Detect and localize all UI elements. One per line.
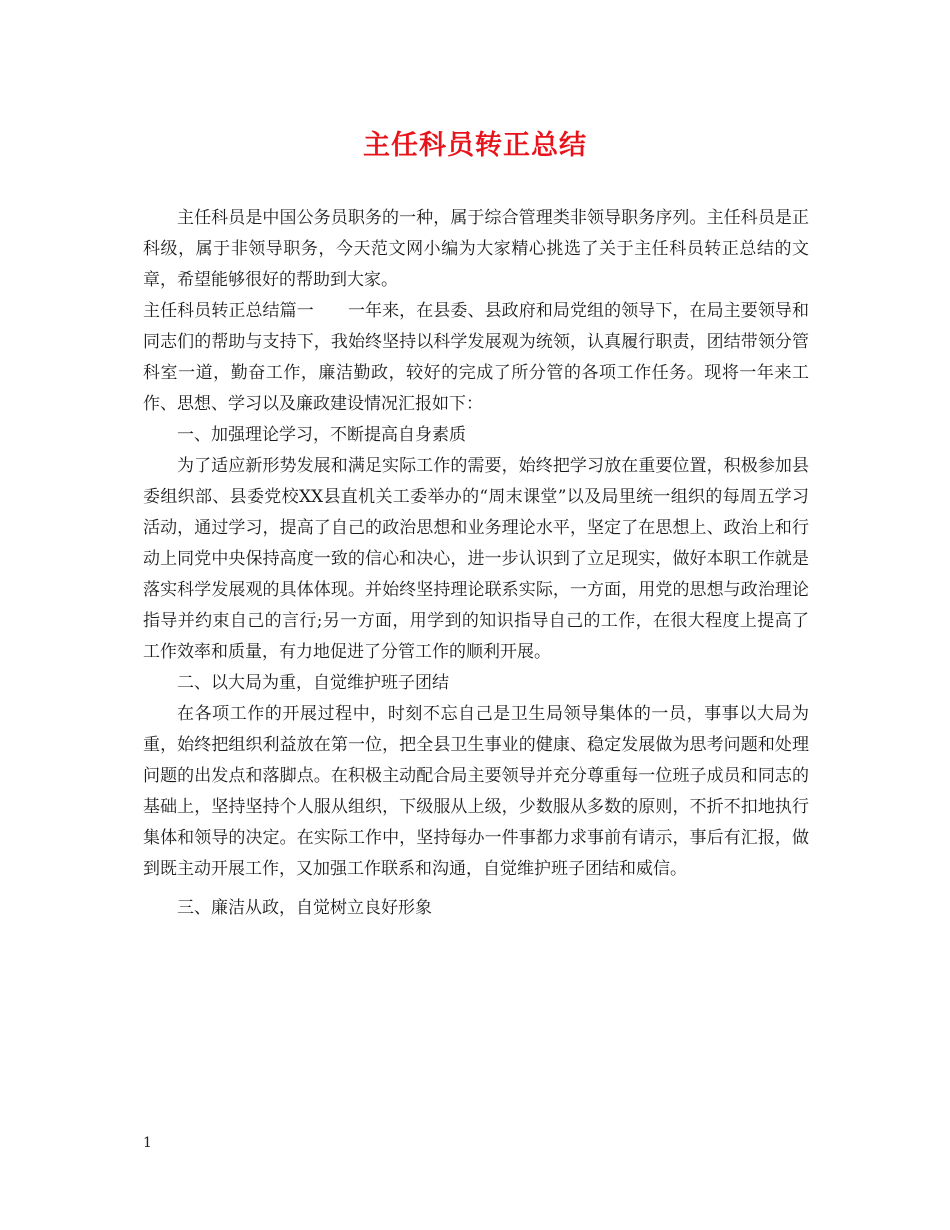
- section-heading-3: 三、廉洁从政，自觉树立良好形象: [177, 898, 432, 918]
- section-heading-2: 二、以大局为重，自觉维护班子团结: [177, 673, 449, 693]
- document-title: 主任科员转正总结: [363, 130, 587, 161]
- paragraph-team-unity: 在各项工作的开展过程中，时刻不忘自己是卫生局领导集体的一员，事事以大局为重，始终把组织利益放在第一位，把全县卫生事业的健康、稳定发展做为思考问题和处理问题的出发点和落脚点。在积极主动配合局主要领导并充分尊重每一位班子成员和同志的基础上，坚持坚持个人服从组织，下级服从上级，少数服从多数的原则，不折不扣地执行集体和领导的决定。在实际工作中，坚持每办一件事都力求事前有请示，事后有汇报，做到既主动开展工作，又加强工作联系和沟通，自觉维护班子团结和威信。: [143, 704, 809, 879]
- paragraph-intro: 主任科员是中国公务员职务的一种，属于综合管理类非领导职务序列。主任科员是正科级，属于非领导职务，今天范文网小编为大家精心挑选了关于主任科员转正总结的文章，希望能够很好的帮助到大家。: [143, 208, 809, 290]
- section-heading-1: 一、加强理论学习，不断提高自身素质: [177, 425, 466, 445]
- paragraph-part-one: 主任科员转正总结篇一 一年来，在县委、县政府和局党组的领导下，在局主要领导和同志们的帮助与支持下，我始终坚持以科学发展观为统领，认真履行职责，团结带领分管科室一道，勤奋工作，廉洁勤政，较好的完成了所分管的各项工作任务。现将一年来工作、思想、学习以及廉政建设情况汇报如下：: [143, 301, 809, 414]
- document-body: [143, 203, 809, 924]
- paragraph-theory-study: 为了适应新形势发展和满足实际工作的需要，始终把学习放在重要位置，积极参加县委组织部、县委党校XX县直机关工委举办的“周末课堂”以及局里统一组织的每周五学习活动，通过学习，提高了自己的政治思想和业务理论水平，坚定了在思想上、政治上和行动上同党中央保持高度一致的信心和决心，进一步认识到了立足现实，做好本职工作就是落实科学发展观的具体体现。并始终坚持理论联系实际，一方面，用党的思想与政治理论指导并约束自己的言行;另一方面，用学到的知识指导自己的工作，在很大程度上提高了工作效率和质量，有力地促进了分管工作的顺利开展。: [143, 456, 809, 662]
- page-number: 1: [143, 1135, 152, 1151]
